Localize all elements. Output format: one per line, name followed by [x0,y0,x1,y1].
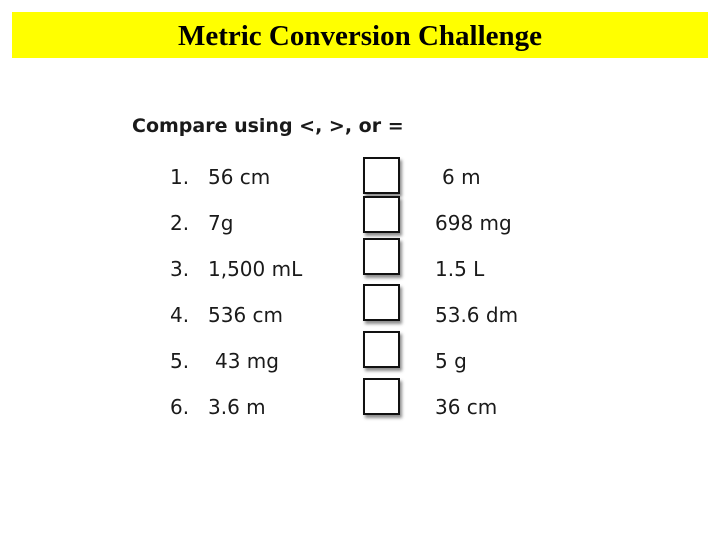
left-quantity: 7g [208,211,234,235]
left-quantity: 536 cm [208,303,284,327]
answer-box[interactable] [363,238,400,275]
problem-number: 2. [170,211,190,235]
right-quantity: 5 g [435,349,467,373]
title-bar [12,12,708,58]
problem-number: 6. [170,395,190,419]
left-quantity: 1,500 mL [208,257,303,281]
answer-box[interactable] [363,378,400,415]
left-quantity: 56 cm [208,165,271,189]
answer-box[interactable] [363,331,400,368]
right-quantity: 6 m [442,165,481,189]
problem-number: 3. [170,257,190,281]
left-quantity: 43 mg [215,349,279,373]
right-quantity: 36 cm [435,395,498,419]
page-title: Metric Conversion Challenge [177,19,543,52]
right-quantity: 698 mg [435,211,512,235]
answer-box[interactable] [363,157,400,194]
answer-box[interactable] [363,196,400,233]
right-quantity: 1.5 L [435,257,485,281]
instructions: Compare using <, >, or = [132,115,404,137]
left-quantity: 3.6 m [208,395,266,419]
answer-box[interactable] [363,284,400,321]
right-quantity: 53.6 dm [435,303,519,327]
problem-number: 5. [170,349,190,373]
problem-number: 1. [170,165,190,189]
problem-number: 4. [170,303,190,327]
